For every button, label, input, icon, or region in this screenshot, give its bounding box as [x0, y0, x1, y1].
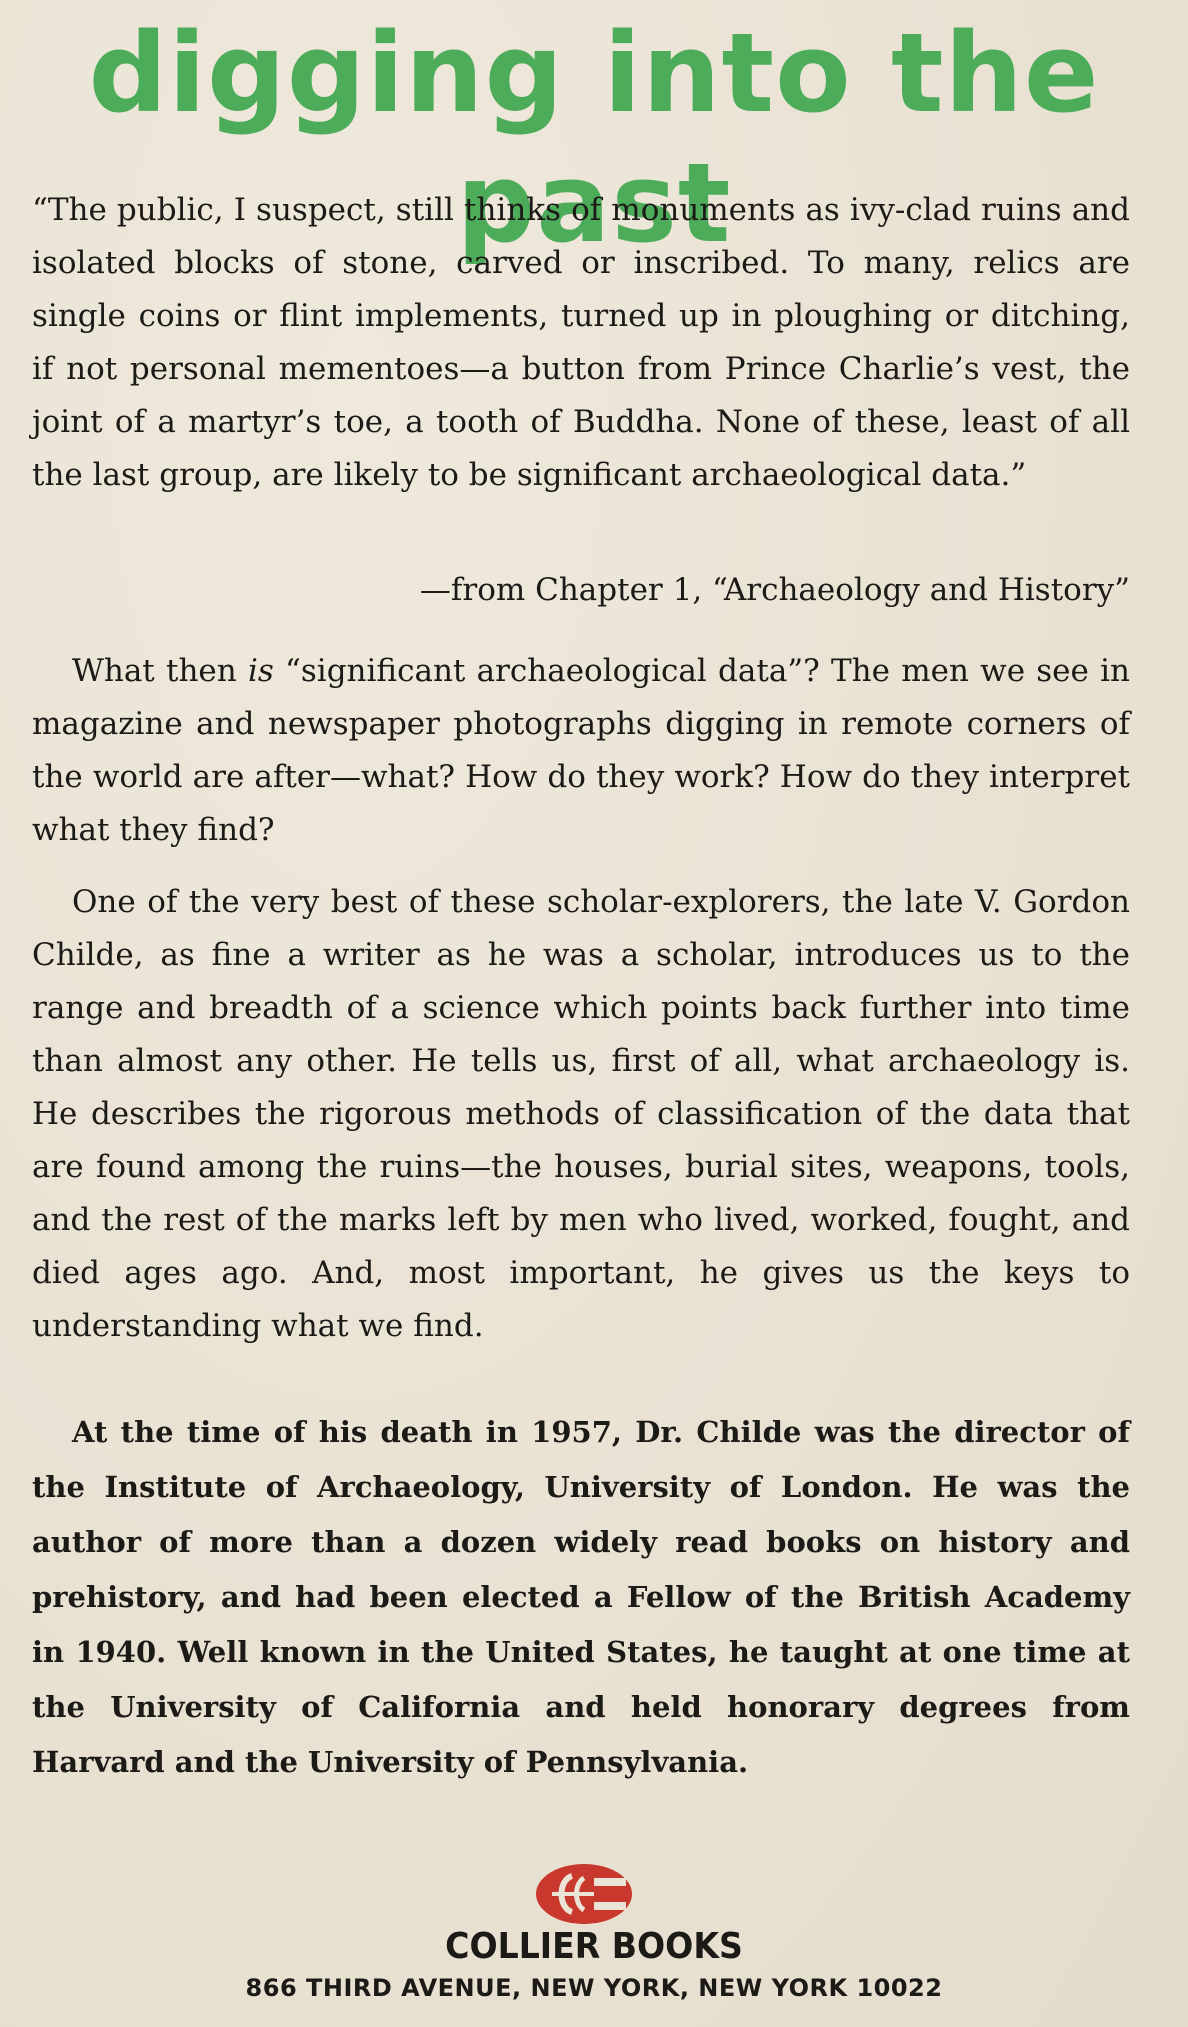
author-bio: At the time of his death in 1957, Dr. Childe was the director of the Institute of Archaeology, University of London. He was the author of more than a dozen widely read books on history and prehistory, and had been elected a Fellow of the British Academy in 1940. Well known in the United States, he taught at one time at the University of California and held honorary degrees from Harvard and the University of Pennsylvania.	[32, 1415, 1130, 1779]
logo-mark	[536, 1864, 632, 1924]
quote-attribution: —from Chapter 1, “Archaeology and History”	[419, 572, 1130, 608]
publisher-name: COLLIER BOOKS	[445, 1926, 743, 1967]
description-paragraph: One of the very best of these scholar-explorers, the late V. Gordon Childe, as fine a writer as he was a scholar, introduces us to the range and breadth of a science which points back further into time than almost any other. He tells us, first of all, what archaeology is. He describes the rigorous methods of classification of the data that are found among the ruins—the houses, burial sites, weapons, tools, and the rest of the marks left by men who lived, worked, fought, and died ages ago. And, most important, he gives us the keys to understanding what we find.	[32, 884, 1130, 1344]
collier-books-logo-icon	[534, 1862, 634, 1926]
intro-paragraph-emphasis: is	[247, 653, 274, 689]
headline: digging into the past	[88, 9, 1100, 267]
intro-paragraph-start: What then	[72, 653, 248, 689]
opening-quote: “The public, I suspect, still thinks of monuments as ivy-clad ruins and isolated blocks of stone, carved or inscribed. To many, relics are single coins or flint implements, turned up in ploughing or ditching, if not personal mementoes—a button from Prince Charlie’s vest, the joint of a martyr’s toe, a tooth of Buddha. None of these, least of all the last group, are likely to be significant archaeological data.”	[32, 192, 1130, 493]
intro-paragraph-rest: “significant archaeological data”? The men we see in magazine and newspaper photographs digging in remote corners of the world are after—what? How do they work? How do they interpret what they find?	[32, 653, 1130, 848]
publisher-address: 866 THIRD AVENUE, NEW YORK, NEW YORK 10022	[245, 1974, 943, 2002]
intro-paragraph	[32, 645, 1130, 857]
